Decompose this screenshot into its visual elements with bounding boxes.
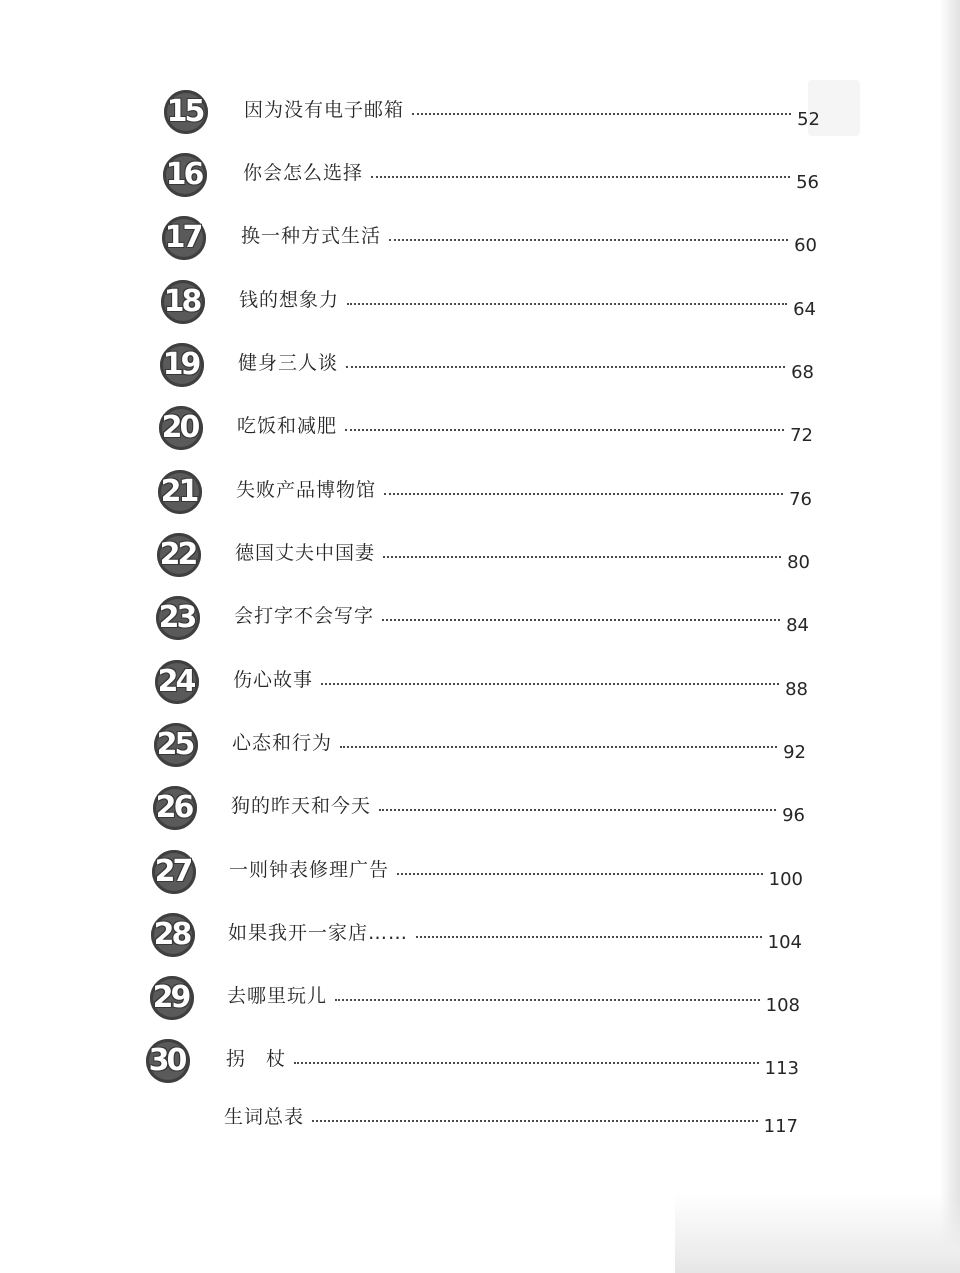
lesson-number: 30 — [148, 1043, 185, 1078]
lesson-number-badge — [155, 660, 199, 704]
dot-leader — [345, 429, 784, 431]
lesson-number-badge — [158, 470, 202, 514]
lesson-title: 如果我开一家店…… — [228, 922, 409, 944]
lesson-number-badge — [151, 913, 195, 957]
toc-entry-21[interactable] — [158, 470, 812, 514]
dot-leader — [384, 493, 783, 495]
page-number: 72 — [790, 425, 813, 446]
page-number: 88 — [785, 679, 808, 700]
lesson-number: 20 — [161, 410, 198, 445]
page-number: 64 — [793, 299, 816, 320]
lesson-title: 健身三人谈 — [238, 352, 339, 374]
lesson-number: 15 — [166, 94, 203, 129]
dot-leader — [382, 619, 780, 621]
lesson-title: 德国丈夫中国妻 — [235, 542, 376, 564]
lesson-title: 换一种方式生活 — [241, 225, 382, 247]
toc-entry-28[interactable] — [151, 913, 802, 957]
page-number: 96 — [782, 805, 805, 826]
lesson-number-badge — [163, 153, 207, 197]
dot-leader — [383, 556, 781, 558]
lesson-number: 25 — [156, 727, 193, 762]
lesson-number: 27 — [154, 854, 191, 889]
dot-leader — [416, 936, 762, 938]
lesson-title: 狗的昨天和今天 — [231, 795, 372, 817]
lesson-title: 吃饭和减肥 — [237, 415, 338, 437]
page-number: 113 — [764, 1058, 799, 1079]
lesson-number-badge — [153, 786, 197, 830]
lesson-title: 失败产品博物馆 — [236, 479, 377, 501]
dot-leader — [389, 239, 788, 241]
lesson-number-badge — [162, 216, 206, 260]
page-number: 52 — [797, 109, 820, 130]
lesson-title: 伤心故事 — [233, 669, 314, 691]
lesson-title: 你会怎么选择 — [243, 162, 364, 184]
lesson-number: 23 — [158, 600, 195, 635]
lesson-title: 钱的想象力 — [239, 289, 340, 311]
dot-leader — [335, 999, 760, 1001]
toc-entry-29[interactable] — [150, 976, 800, 1020]
toc-entry-26[interactable] — [153, 786, 805, 830]
page-number: 108 — [765, 995, 800, 1016]
dot-leader — [346, 366, 785, 368]
toc-entry-20[interactable] — [159, 406, 813, 450]
page-number: 80 — [787, 552, 810, 573]
lesson-number: 16 — [165, 157, 202, 192]
lesson-number-badge — [161, 280, 205, 324]
lesson-number-badge — [156, 596, 200, 640]
page-number: 104 — [767, 932, 802, 953]
dot-leader — [321, 683, 779, 685]
lesson-title: 心态和行为 — [232, 732, 333, 754]
lesson-number-badge — [159, 406, 203, 450]
glossary-title: 生词总表 — [224, 1106, 305, 1128]
lesson-number: 24 — [157, 664, 194, 699]
lesson-number: 29 — [152, 980, 189, 1015]
dot-leader — [312, 1120, 758, 1122]
lesson-title: 拐 杖 — [226, 1048, 287, 1070]
dot-leader — [412, 113, 791, 115]
dot-leader — [340, 746, 777, 748]
lesson-number: 26 — [155, 790, 192, 825]
lesson-title: 会打字不会写字 — [234, 605, 375, 627]
lesson-title: 一则钟表修理广告 — [229, 859, 390, 881]
page-number: 56 — [796, 172, 819, 193]
toc-entry-19[interactable] — [160, 343, 814, 387]
dot-leader — [294, 1062, 759, 1064]
toc-entry-23[interactable] — [156, 596, 809, 640]
lesson-number-badge — [152, 850, 196, 894]
toc-entry-glossary[interactable] — [224, 1097, 798, 1141]
lesson-number: 17 — [164, 220, 201, 255]
lesson-number: 18 — [163, 284, 200, 319]
lesson-number: 19 — [162, 347, 199, 382]
toc-entry-22[interactable] — [157, 533, 810, 577]
toc-entry-27[interactable] — [152, 850, 803, 894]
page-number: 68 — [791, 362, 814, 383]
dot-leader — [347, 303, 787, 305]
page-number: 60 — [794, 235, 817, 256]
dot-leader — [397, 873, 763, 875]
toc-entry-16[interactable] — [163, 153, 819, 197]
page-number: 76 — [789, 489, 812, 510]
dot-leader — [371, 176, 790, 178]
dot-leader — [379, 809, 776, 811]
toc-entry-18[interactable] — [161, 280, 816, 324]
lesson-number-badge — [154, 723, 198, 767]
page-number: 84 — [786, 615, 809, 636]
toc-entry-24[interactable] — [155, 660, 808, 704]
toc-entry-15[interactable] — [164, 90, 820, 134]
lesson-number: 28 — [153, 917, 190, 952]
lesson-number-badge — [164, 90, 208, 134]
lesson-title: 去哪里玩儿 — [227, 985, 328, 1007]
lesson-number: 21 — [160, 474, 197, 509]
lesson-title: 因为没有电子邮箱 — [244, 99, 405, 121]
page-number: 100 — [768, 869, 803, 890]
page-number: 117 — [763, 1116, 798, 1137]
lesson-number-badge — [160, 343, 204, 387]
lesson-number-badge — [157, 533, 201, 577]
lesson-number: 22 — [159, 537, 196, 572]
toc-entry-30[interactable] — [146, 1039, 799, 1083]
lesson-number-badge — [150, 976, 194, 1020]
lesson-number-badge — [146, 1039, 190, 1083]
page-number: 92 — [783, 742, 806, 763]
toc-entry-17[interactable] — [162, 216, 817, 260]
toc-entry-25[interactable] — [154, 723, 806, 767]
